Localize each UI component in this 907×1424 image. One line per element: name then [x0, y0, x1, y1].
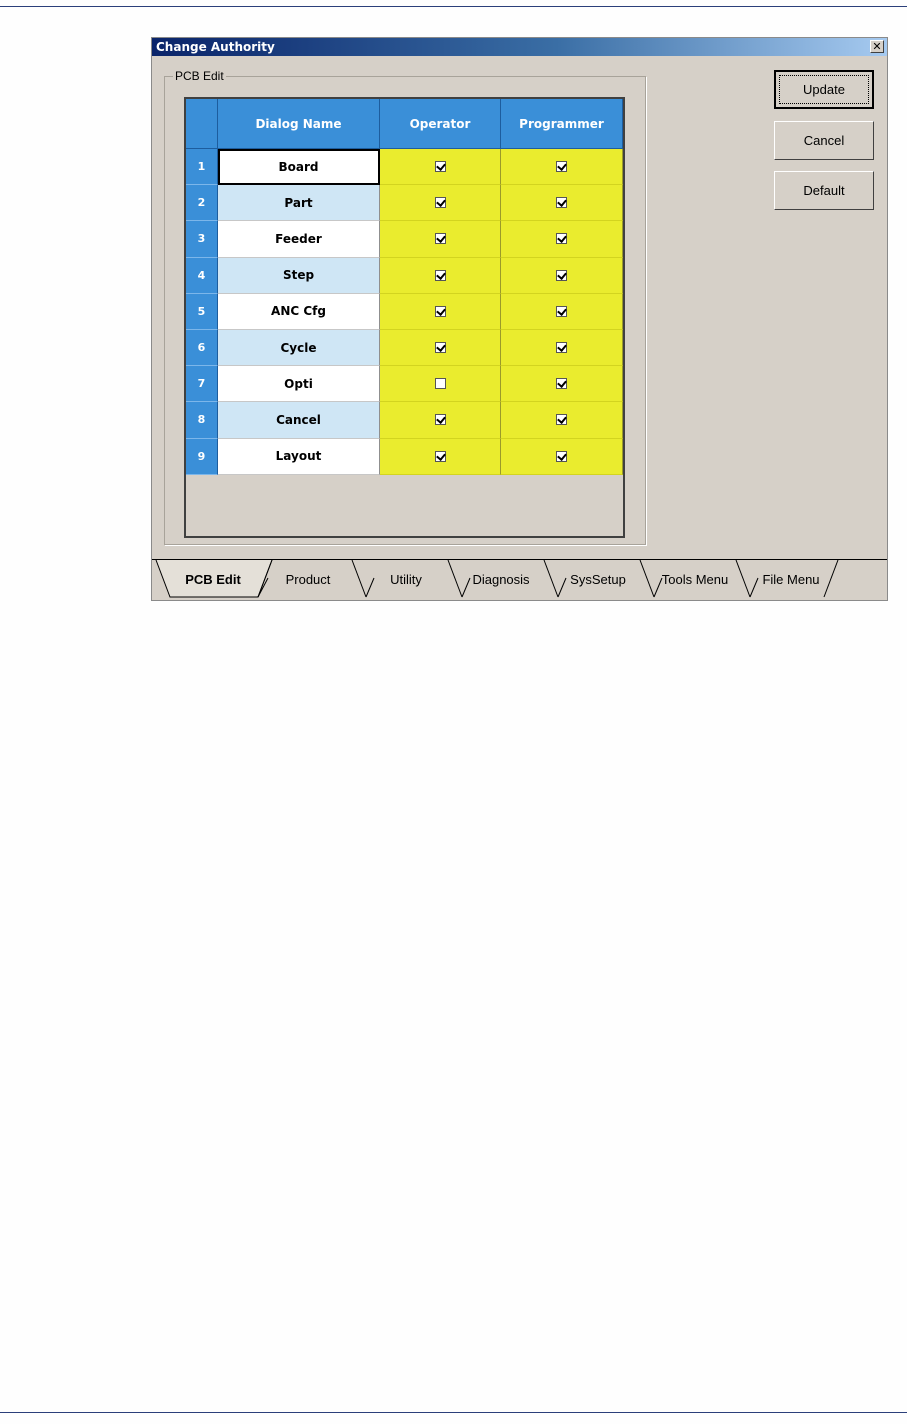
programmer-checkbox[interactable] — [556, 270, 567, 281]
close-icon: ✕ — [872, 40, 882, 53]
programmer-checkbox[interactable] — [556, 378, 567, 389]
operator-cell — [380, 149, 501, 185]
table-row — [186, 221, 623, 257]
programmer-checkbox[interactable] — [556, 233, 567, 244]
page-bottom-rule — [0, 1412, 907, 1413]
table-row — [186, 294, 623, 330]
row-number: 7 — [186, 366, 218, 402]
operator-cell — [380, 439, 501, 475]
tab-tools-menu[interactable]: Tools Menu — [661, 572, 729, 587]
tab-syssetup[interactable]: SysSetup — [570, 572, 626, 587]
cancel-button-label: Cancel — [803, 133, 845, 148]
programmer-cell — [501, 294, 623, 330]
page-top-rule — [0, 6, 907, 7]
change-authority-dialog — [151, 37, 888, 601]
dialog-title: Change Authority — [156, 40, 275, 54]
tab-file-menu[interactable]: File Menu — [762, 572, 820, 587]
operator-cell — [380, 185, 501, 221]
title-bar — [152, 38, 887, 56]
row-number: 4 — [186, 258, 218, 294]
programmer-checkbox[interactable] — [556, 414, 567, 425]
dialog-name-cell[interactable]: Feeder — [218, 221, 380, 257]
column-header-programmer: Programmer — [501, 99, 623, 149]
row-number: 2 — [186, 185, 218, 221]
operator-cell — [380, 366, 501, 402]
dialog-name-cell[interactable]: Step — [218, 258, 380, 294]
table-row — [186, 258, 623, 294]
operator-checkbox[interactable] — [435, 270, 446, 281]
programmer-cell — [501, 402, 623, 438]
table-row — [186, 330, 623, 366]
programmer-checkbox[interactable] — [556, 342, 567, 353]
operator-cell — [380, 258, 501, 294]
dialog-name-cell[interactable]: Part — [218, 185, 380, 221]
tab-utility[interactable]: Utility — [390, 572, 422, 587]
row-number: 6 — [186, 330, 218, 366]
close-button[interactable] — [870, 40, 884, 53]
authority-grid — [184, 97, 625, 538]
programmer-cell — [501, 149, 623, 185]
row-number: 3 — [186, 221, 218, 257]
dialog-name-cell[interactable]: ANC Cfg — [218, 294, 380, 330]
programmer-cell — [501, 366, 623, 402]
row-number: 9 — [186, 439, 218, 475]
operator-checkbox[interactable] — [435, 197, 446, 208]
update-button[interactable] — [774, 70, 874, 109]
update-button-label: Update — [803, 82, 845, 97]
dialog-name-cell[interactable]: Cancel — [218, 402, 380, 438]
operator-checkbox[interactable] — [435, 233, 446, 244]
focus-rect — [779, 75, 869, 104]
grid-header — [186, 99, 623, 149]
groupbox-legend: PCB Edit — [175, 69, 224, 83]
programmer-cell — [501, 185, 623, 221]
programmer-checkbox[interactable] — [556, 197, 567, 208]
tab-diagnosis[interactable]: Diagnosis — [472, 572, 530, 587]
table-row — [186, 149, 623, 185]
operator-cell — [380, 330, 501, 366]
programmer-cell — [501, 330, 623, 366]
row-number: 5 — [186, 294, 218, 330]
table-row — [186, 402, 623, 438]
operator-cell — [380, 294, 501, 330]
programmer-checkbox[interactable] — [556, 161, 567, 172]
row-number: 1 — [186, 149, 218, 185]
operator-cell — [380, 402, 501, 438]
programmer-checkbox[interactable] — [556, 306, 567, 317]
dialog-name-cell[interactable]: Layout — [218, 439, 380, 475]
table-row — [186, 366, 623, 402]
cancel-button[interactable] — [774, 121, 874, 160]
tab-pcb-edit[interactable]: PCB Edit — [185, 572, 241, 587]
row-number-header — [186, 99, 218, 149]
tab-product[interactable]: Product — [285, 572, 331, 587]
programmer-cell — [501, 258, 623, 294]
table-row — [186, 439, 623, 475]
operator-checkbox[interactable] — [435, 161, 446, 172]
operator-checkbox[interactable] — [435, 306, 446, 317]
dialog-name-cell[interactable]: Opti — [218, 366, 380, 402]
dialog-name-cell[interactable]: Board — [218, 149, 380, 185]
programmer-cell — [501, 439, 623, 475]
table-row — [186, 185, 623, 221]
operator-checkbox[interactable] — [435, 378, 446, 389]
operator-cell — [380, 221, 501, 257]
default-button[interactable] — [774, 171, 874, 210]
programmer-cell — [501, 221, 623, 257]
programmer-checkbox[interactable] — [556, 451, 567, 462]
operator-checkbox[interactable] — [435, 414, 446, 425]
category-tabs — [152, 559, 887, 600]
column-header-dialog-name: Dialog Name — [218, 99, 380, 149]
dialog-name-cell[interactable]: Cycle — [218, 330, 380, 366]
operator-checkbox[interactable] — [435, 451, 446, 462]
grid-body — [186, 149, 623, 475]
operator-checkbox[interactable] — [435, 342, 446, 353]
column-header-operator: Operator — [380, 99, 501, 149]
row-number: 8 — [186, 402, 218, 438]
default-button-label: Default — [803, 183, 845, 198]
